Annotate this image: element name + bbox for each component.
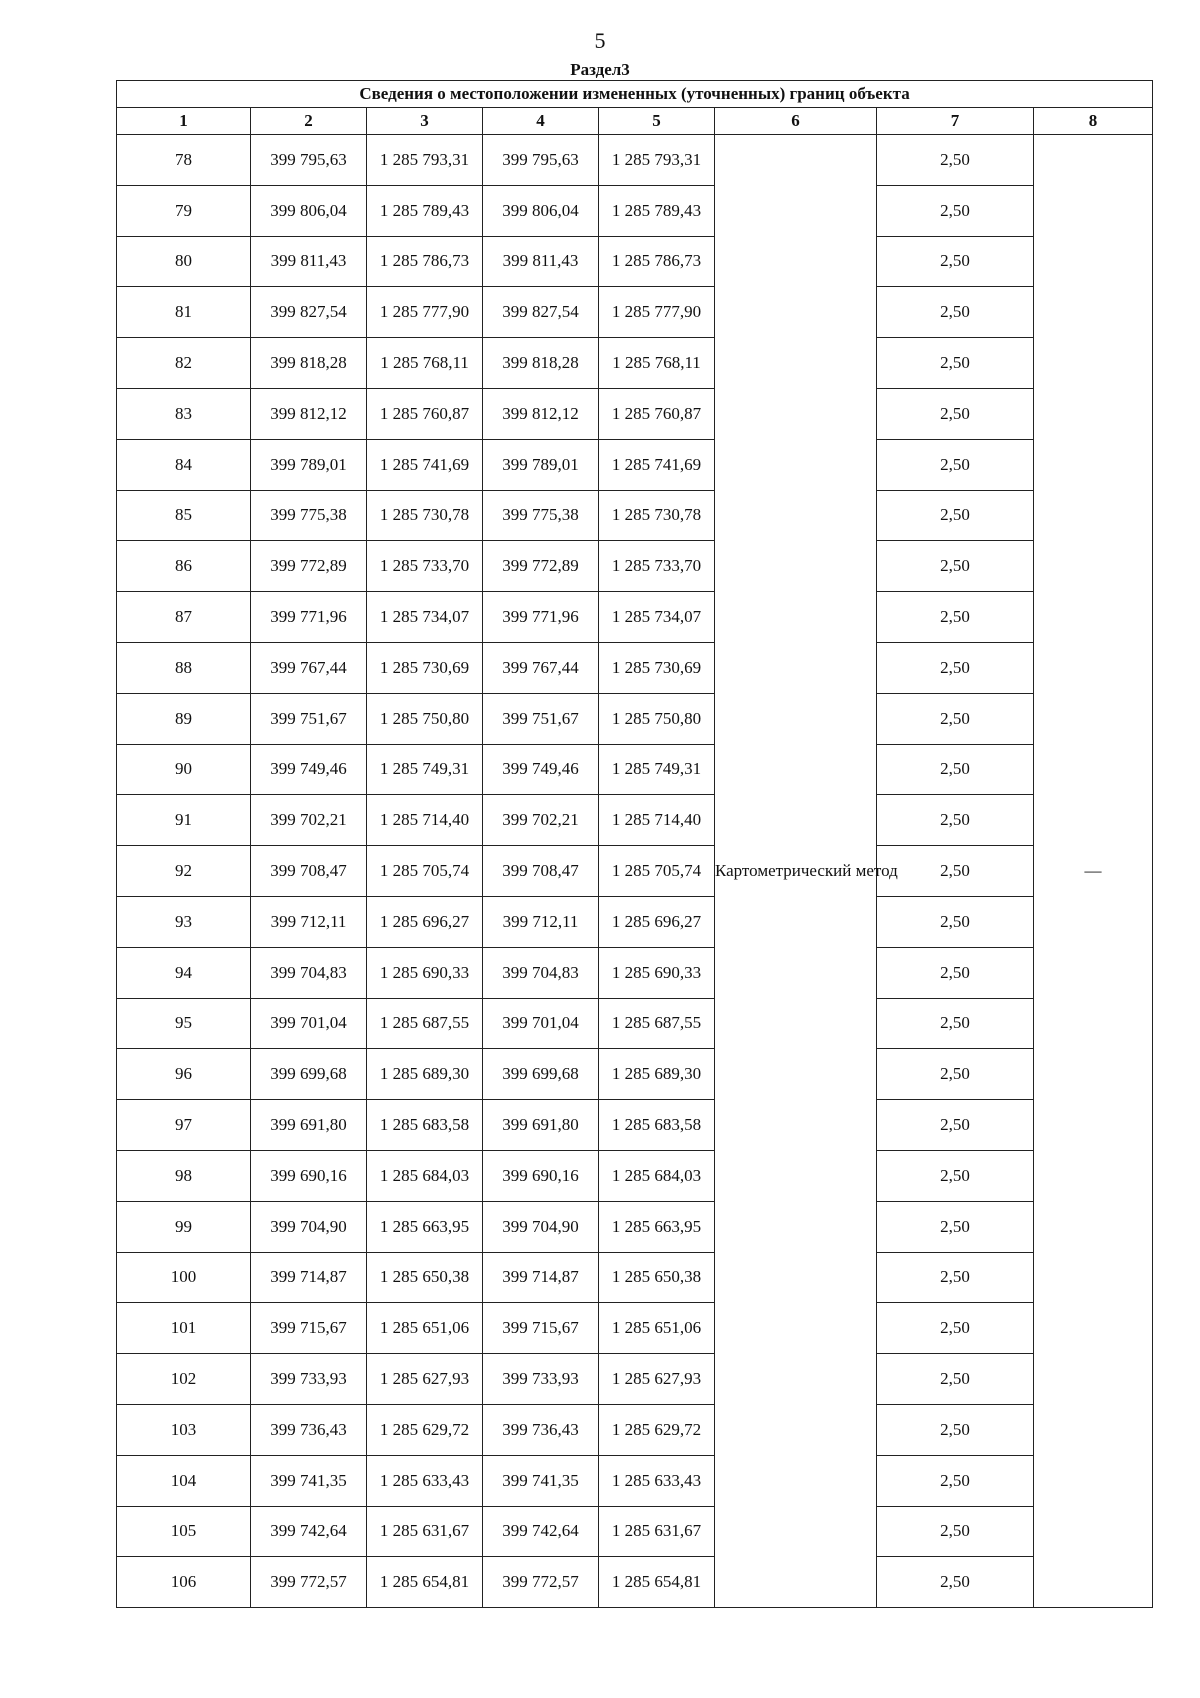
y-coordinate-refined-cell: 1 285 789,43 (599, 185, 715, 236)
x-coordinate-existing-cell: 399 772,57 (251, 1557, 367, 1608)
x-coordinate-existing-cell: 399 704,83 (251, 947, 367, 998)
y-coordinate-existing-cell: 1 285 714,40 (367, 795, 483, 846)
table-row (117, 1404, 1153, 1455)
point-number-cell: 86 (117, 541, 251, 592)
note-cell: — (1034, 135, 1153, 1608)
point-number-cell: 90 (117, 744, 251, 795)
accuracy-cell: 2,50 (877, 1557, 1034, 1608)
x-coordinate-existing-cell: 399 736,43 (251, 1404, 367, 1455)
point-number-cell: 93 (117, 896, 251, 947)
point-number-cell: 88 (117, 642, 251, 693)
x-coordinate-refined-cell: 399 714,87 (483, 1252, 599, 1303)
accuracy-cell: 2,50 (877, 1303, 1034, 1354)
table-caption: Сведения о местоположении измененных (уточненных) границ объекта (117, 81, 1153, 108)
y-coordinate-refined-cell: 1 285 768,11 (599, 338, 715, 389)
column-number-1: 1 (117, 108, 251, 135)
x-coordinate-refined-cell: 399 827,54 (483, 287, 599, 338)
y-coordinate-existing-cell: 1 285 789,43 (367, 185, 483, 236)
x-coordinate-refined-cell: 399 733,93 (483, 1354, 599, 1405)
x-coordinate-existing-cell: 399 733,93 (251, 1354, 367, 1405)
column-number-8: 8 (1034, 108, 1153, 135)
x-coordinate-existing-cell: 399 812,12 (251, 388, 367, 439)
x-coordinate-existing-cell: 399 772,89 (251, 541, 367, 592)
x-coordinate-existing-cell: 399 751,67 (251, 693, 367, 744)
table-row (117, 795, 1153, 846)
page-number: 5 (594, 28, 606, 53)
accuracy-cell: 2,50 (877, 947, 1034, 998)
y-coordinate-existing-cell: 1 285 627,93 (367, 1354, 483, 1405)
y-coordinate-existing-cell: 1 285 793,31 (367, 135, 483, 186)
accuracy-cell: 2,50 (877, 693, 1034, 744)
y-coordinate-existing-cell: 1 285 750,80 (367, 693, 483, 744)
x-coordinate-refined-cell: 399 699,68 (483, 1049, 599, 1100)
y-coordinate-existing-cell: 1 285 633,43 (367, 1455, 483, 1506)
table-row (117, 693, 1153, 744)
table-row (117, 1049, 1153, 1100)
x-coordinate-existing-cell: 399 775,38 (251, 490, 367, 541)
y-coordinate-existing-cell: 1 285 777,90 (367, 287, 483, 338)
table-row (117, 135, 1153, 186)
x-coordinate-existing-cell: 399 795,63 (251, 135, 367, 186)
x-coordinate-refined-cell: 399 812,12 (483, 388, 599, 439)
table-row (117, 1303, 1153, 1354)
table-row (117, 1201, 1153, 1252)
y-coordinate-refined-cell: 1 285 687,55 (599, 998, 715, 1049)
x-coordinate-existing-cell: 399 742,64 (251, 1506, 367, 1557)
y-coordinate-existing-cell: 1 285 654,81 (367, 1557, 483, 1608)
y-coordinate-refined-cell: 1 285 631,67 (599, 1506, 715, 1557)
table-row (117, 490, 1153, 541)
x-coordinate-refined-cell: 399 715,67 (483, 1303, 599, 1354)
section-title: Раздел3 (570, 60, 630, 79)
point-number-cell: 84 (117, 439, 251, 490)
table-row (117, 1455, 1153, 1506)
x-coordinate-refined-cell: 399 704,83 (483, 947, 599, 998)
table-row (117, 1100, 1153, 1151)
point-number-cell: 83 (117, 388, 251, 439)
x-coordinate-existing-cell: 399 771,96 (251, 592, 367, 643)
table-row (117, 896, 1153, 947)
x-coordinate-refined-cell: 399 691,80 (483, 1100, 599, 1151)
y-coordinate-refined-cell: 1 285 629,72 (599, 1404, 715, 1455)
table-caption-row (117, 81, 1153, 108)
y-coordinate-existing-cell: 1 285 689,30 (367, 1049, 483, 1100)
x-coordinate-refined-cell: 399 806,04 (483, 185, 599, 236)
y-coordinate-refined-cell: 1 285 786,73 (599, 236, 715, 287)
table-row (117, 338, 1153, 389)
accuracy-cell: 2,50 (877, 1252, 1034, 1303)
x-coordinate-refined-cell: 399 789,01 (483, 439, 599, 490)
x-coordinate-refined-cell: 399 702,21 (483, 795, 599, 846)
y-coordinate-refined-cell: 1 285 760,87 (599, 388, 715, 439)
table-row (117, 1506, 1153, 1557)
table-row (117, 1252, 1153, 1303)
coordinates-table (116, 80, 1153, 1608)
method-cell: Картометрический метод (715, 135, 877, 1608)
x-coordinate-existing-cell: 399 699,68 (251, 1049, 367, 1100)
x-coordinate-existing-cell: 399 767,44 (251, 642, 367, 693)
y-coordinate-refined-cell: 1 285 741,69 (599, 439, 715, 490)
y-coordinate-existing-cell: 1 285 663,95 (367, 1201, 483, 1252)
accuracy-cell: 2,50 (877, 185, 1034, 236)
x-coordinate-refined-cell: 399 811,43 (483, 236, 599, 287)
column-number-5: 5 (599, 108, 715, 135)
accuracy-cell: 2,50 (877, 896, 1034, 947)
y-coordinate-existing-cell: 1 285 768,11 (367, 338, 483, 389)
accuracy-cell: 2,50 (877, 338, 1034, 389)
table-row (117, 642, 1153, 693)
table-row (117, 744, 1153, 795)
table-row (117, 846, 1153, 897)
column-number-4: 4 (483, 108, 599, 135)
accuracy-cell: 2,50 (877, 744, 1034, 795)
x-coordinate-existing-cell: 399 806,04 (251, 185, 367, 236)
y-coordinate-refined-cell: 1 285 684,03 (599, 1150, 715, 1201)
x-coordinate-refined-cell: 399 795,63 (483, 135, 599, 186)
x-coordinate-refined-cell: 399 772,57 (483, 1557, 599, 1608)
table-row (117, 592, 1153, 643)
accuracy-cell: 2,50 (877, 1506, 1034, 1557)
point-number-cell: 94 (117, 947, 251, 998)
point-number-cell: 98 (117, 1150, 251, 1201)
accuracy-cell: 2,50 (877, 1455, 1034, 1506)
y-coordinate-existing-cell: 1 285 730,78 (367, 490, 483, 541)
y-coordinate-refined-cell: 1 285 696,27 (599, 896, 715, 947)
point-number-cell: 89 (117, 693, 251, 744)
column-number-7: 7 (877, 108, 1034, 135)
point-number-cell: 104 (117, 1455, 251, 1506)
point-number-cell: 81 (117, 287, 251, 338)
column-number-2: 2 (251, 108, 367, 135)
point-number-cell: 103 (117, 1404, 251, 1455)
accuracy-cell: 2,50 (877, 490, 1034, 541)
table-row (117, 1354, 1153, 1405)
y-coordinate-existing-cell: 1 285 696,27 (367, 896, 483, 947)
x-coordinate-refined-cell: 399 708,47 (483, 846, 599, 897)
y-coordinate-refined-cell: 1 285 714,40 (599, 795, 715, 846)
x-coordinate-existing-cell: 399 827,54 (251, 287, 367, 338)
point-number-cell: 82 (117, 338, 251, 389)
accuracy-cell: 2,50 (877, 1201, 1034, 1252)
x-coordinate-existing-cell: 399 690,16 (251, 1150, 367, 1201)
y-coordinate-existing-cell: 1 285 730,69 (367, 642, 483, 693)
x-coordinate-existing-cell: 399 741,35 (251, 1455, 367, 1506)
accuracy-cell: 2,50 (877, 541, 1034, 592)
x-coordinate-refined-cell: 399 751,67 (483, 693, 599, 744)
y-coordinate-existing-cell: 1 285 650,38 (367, 1252, 483, 1303)
table-row (117, 287, 1153, 338)
x-coordinate-refined-cell: 399 741,35 (483, 1455, 599, 1506)
y-coordinate-existing-cell: 1 285 631,67 (367, 1506, 483, 1557)
x-coordinate-refined-cell: 399 749,46 (483, 744, 599, 795)
point-number-cell: 100 (117, 1252, 251, 1303)
x-coordinate-existing-cell: 399 714,87 (251, 1252, 367, 1303)
y-coordinate-existing-cell: 1 285 741,69 (367, 439, 483, 490)
y-coordinate-refined-cell: 1 285 733,70 (599, 541, 715, 592)
x-coordinate-refined-cell: 399 772,89 (483, 541, 599, 592)
y-coordinate-refined-cell: 1 285 654,81 (599, 1557, 715, 1608)
y-coordinate-refined-cell: 1 285 633,43 (599, 1455, 715, 1506)
accuracy-cell: 2,50 (877, 795, 1034, 846)
x-coordinate-refined-cell: 399 775,38 (483, 490, 599, 541)
point-number-cell: 92 (117, 846, 251, 897)
table-row (117, 1150, 1153, 1201)
accuracy-cell: 2,50 (877, 642, 1034, 693)
table-row (117, 185, 1153, 236)
y-coordinate-refined-cell: 1 285 750,80 (599, 693, 715, 744)
y-coordinate-refined-cell: 1 285 730,78 (599, 490, 715, 541)
point-number-cell: 96 (117, 1049, 251, 1100)
y-coordinate-refined-cell: 1 285 689,30 (599, 1049, 715, 1100)
column-number-6: 6 (715, 108, 877, 135)
accuracy-cell: 2,50 (877, 846, 1034, 897)
y-coordinate-refined-cell: 1 285 730,69 (599, 642, 715, 693)
point-number-cell: 105 (117, 1506, 251, 1557)
y-coordinate-existing-cell: 1 285 687,55 (367, 998, 483, 1049)
table-row (117, 541, 1153, 592)
accuracy-cell: 2,50 (877, 1404, 1034, 1455)
table-body (117, 135, 1153, 1608)
accuracy-cell: 2,50 (877, 439, 1034, 490)
y-coordinate-existing-cell: 1 285 683,58 (367, 1100, 483, 1151)
accuracy-cell: 2,50 (877, 236, 1034, 287)
x-coordinate-existing-cell: 399 708,47 (251, 846, 367, 897)
accuracy-cell: 2,50 (877, 1049, 1034, 1100)
y-coordinate-refined-cell: 1 285 650,38 (599, 1252, 715, 1303)
y-coordinate-existing-cell: 1 285 651,06 (367, 1303, 483, 1354)
x-coordinate-refined-cell: 399 704,90 (483, 1201, 599, 1252)
column-numbers-row (117, 108, 1153, 135)
x-coordinate-existing-cell: 399 691,80 (251, 1100, 367, 1151)
y-coordinate-existing-cell: 1 285 760,87 (367, 388, 483, 439)
y-coordinate-existing-cell: 1 285 786,73 (367, 236, 483, 287)
y-coordinate-refined-cell: 1 285 734,07 (599, 592, 715, 643)
point-number-cell: 95 (117, 998, 251, 1049)
point-number-cell: 79 (117, 185, 251, 236)
x-coordinate-existing-cell: 399 712,11 (251, 896, 367, 947)
x-coordinate-refined-cell: 399 701,04 (483, 998, 599, 1049)
y-coordinate-refined-cell: 1 285 683,58 (599, 1100, 715, 1151)
point-number-cell: 87 (117, 592, 251, 643)
y-coordinate-refined-cell: 1 285 690,33 (599, 947, 715, 998)
accuracy-cell: 2,50 (877, 1100, 1034, 1151)
point-number-cell: 102 (117, 1354, 251, 1405)
y-coordinate-existing-cell: 1 285 629,72 (367, 1404, 483, 1455)
y-coordinate-refined-cell: 1 285 777,90 (599, 287, 715, 338)
y-coordinate-existing-cell: 1 285 705,74 (367, 846, 483, 897)
x-coordinate-refined-cell: 399 712,11 (483, 896, 599, 947)
accuracy-cell: 2,50 (877, 1354, 1034, 1405)
accuracy-cell: 2,50 (877, 1150, 1034, 1201)
y-coordinate-refined-cell: 1 285 705,74 (599, 846, 715, 897)
x-coordinate-existing-cell: 399 749,46 (251, 744, 367, 795)
y-coordinate-refined-cell: 1 285 627,93 (599, 1354, 715, 1405)
y-coordinate-refined-cell: 1 285 793,31 (599, 135, 715, 186)
x-coordinate-refined-cell: 399 771,96 (483, 592, 599, 643)
x-coordinate-existing-cell: 399 789,01 (251, 439, 367, 490)
accuracy-cell: 2,50 (877, 388, 1034, 439)
x-coordinate-existing-cell: 399 704,90 (251, 1201, 367, 1252)
accuracy-cell: 2,50 (877, 592, 1034, 643)
point-number-cell: 85 (117, 490, 251, 541)
table-row (117, 998, 1153, 1049)
y-coordinate-existing-cell: 1 285 733,70 (367, 541, 483, 592)
x-coordinate-existing-cell: 399 818,28 (251, 338, 367, 389)
point-number-cell: 97 (117, 1100, 251, 1151)
table-row (117, 388, 1153, 439)
table-row (117, 236, 1153, 287)
y-coordinate-refined-cell: 1 285 651,06 (599, 1303, 715, 1354)
x-coordinate-refined-cell: 399 742,64 (483, 1506, 599, 1557)
x-coordinate-refined-cell: 399 690,16 (483, 1150, 599, 1201)
y-coordinate-existing-cell: 1 285 734,07 (367, 592, 483, 643)
x-coordinate-existing-cell: 399 702,21 (251, 795, 367, 846)
x-coordinate-refined-cell: 399 767,44 (483, 642, 599, 693)
accuracy-cell: 2,50 (877, 135, 1034, 186)
y-coordinate-existing-cell: 1 285 690,33 (367, 947, 483, 998)
table-row (117, 439, 1153, 490)
y-coordinate-refined-cell: 1 285 663,95 (599, 1201, 715, 1252)
point-number-cell: 80 (117, 236, 251, 287)
point-number-cell: 91 (117, 795, 251, 846)
x-coordinate-refined-cell: 399 736,43 (483, 1404, 599, 1455)
accuracy-cell: 2,50 (877, 998, 1034, 1049)
x-coordinate-refined-cell: 399 818,28 (483, 338, 599, 389)
column-number-3: 3 (367, 108, 483, 135)
table-row (117, 1557, 1153, 1608)
x-coordinate-existing-cell: 399 701,04 (251, 998, 367, 1049)
y-coordinate-existing-cell: 1 285 749,31 (367, 744, 483, 795)
y-coordinate-refined-cell: 1 285 749,31 (599, 744, 715, 795)
point-number-cell: 99 (117, 1201, 251, 1252)
point-number-cell: 106 (117, 1557, 251, 1608)
accuracy-cell: 2,50 (877, 287, 1034, 338)
point-number-cell: 78 (117, 135, 251, 186)
y-coordinate-existing-cell: 1 285 684,03 (367, 1150, 483, 1201)
table-row (117, 947, 1153, 998)
point-number-cell: 101 (117, 1303, 251, 1354)
x-coordinate-existing-cell: 399 715,67 (251, 1303, 367, 1354)
x-coordinate-existing-cell: 399 811,43 (251, 236, 367, 287)
